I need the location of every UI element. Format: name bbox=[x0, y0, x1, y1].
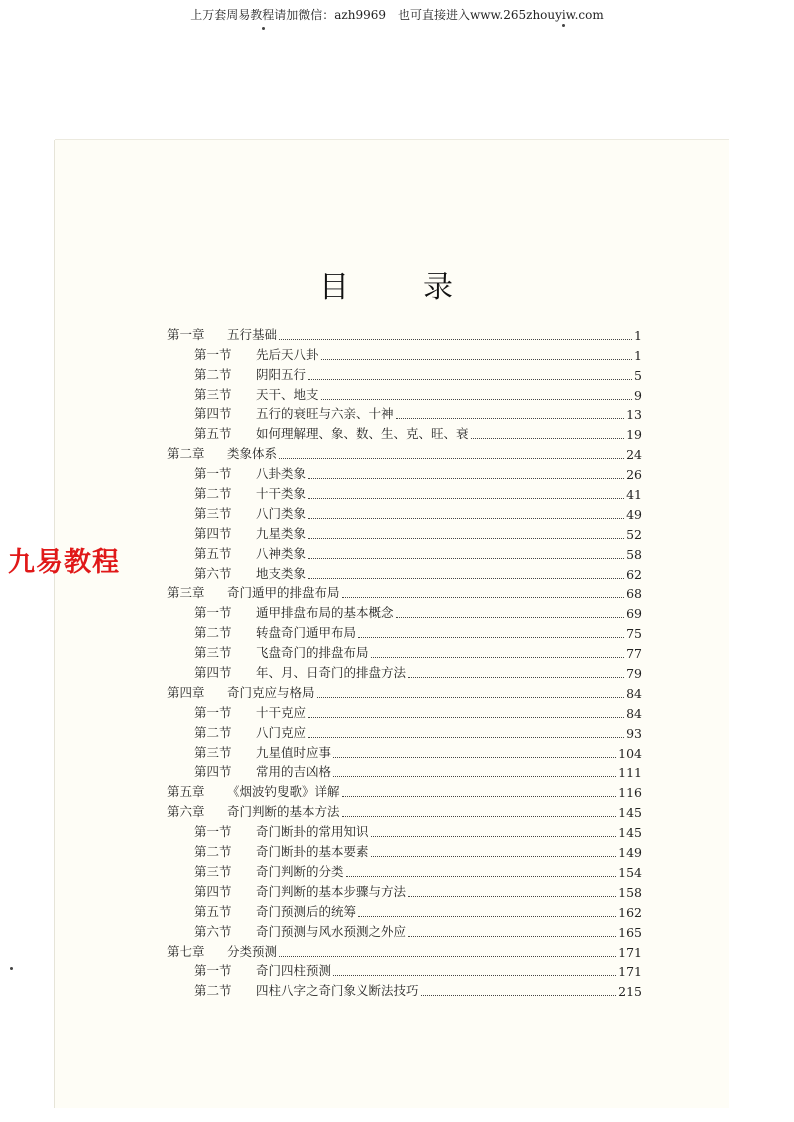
toc-title: 奇门克应与格局 bbox=[227, 684, 315, 700]
toc-chapter-row[interactable] bbox=[167, 800, 642, 820]
toc-title: 奇门断卦的基本要素 bbox=[256, 844, 369, 860]
dot-leader bbox=[408, 895, 616, 897]
dot-leader bbox=[346, 875, 617, 877]
toc-title: 如何理解理、象、数、生、克、旺、衰 bbox=[256, 426, 469, 442]
dot-leader bbox=[342, 596, 625, 598]
toc-page-number: 69 bbox=[626, 606, 642, 622]
toc-label: 第三节 bbox=[194, 863, 232, 879]
toc-page-number: 62 bbox=[626, 566, 642, 582]
toc-title: 五行基础 bbox=[227, 326, 278, 342]
page-title: 目 录 bbox=[319, 270, 475, 305]
toc-title: 先后天八卦 bbox=[256, 346, 319, 362]
toc-page-number: 165 bbox=[618, 924, 642, 940]
toc-label: 第六节 bbox=[194, 565, 232, 581]
dot-leader bbox=[279, 955, 616, 957]
toc-title: 类象体系 bbox=[227, 446, 278, 462]
toc-page-number: 116 bbox=[618, 785, 642, 801]
toc-label: 第五节 bbox=[194, 426, 232, 442]
scan-speck bbox=[562, 24, 565, 27]
table-of-contents bbox=[167, 323, 642, 999]
dot-leader bbox=[421, 994, 617, 996]
toc-label: 第四节 bbox=[194, 665, 232, 681]
toc-section-row[interactable] bbox=[167, 403, 642, 423]
toc-title: 常用的吉凶格 bbox=[256, 764, 332, 780]
toc-section-row[interactable] bbox=[167, 860, 642, 880]
toc-title: 奇门遁甲的排盘布局 bbox=[227, 585, 340, 601]
dot-leader bbox=[342, 815, 617, 817]
toc-page-number: 171 bbox=[618, 944, 642, 960]
toc-page-number: 26 bbox=[626, 467, 642, 483]
toc-section-row[interactable] bbox=[167, 820, 642, 840]
toc-label: 第三节 bbox=[194, 386, 232, 402]
toc-section-row[interactable] bbox=[167, 601, 642, 621]
dot-leader bbox=[342, 795, 617, 797]
toc-page-number: 75 bbox=[626, 626, 642, 642]
toc-title: 八门类象 bbox=[256, 505, 307, 521]
toc-title: 遁甲排盘布局的基本概念 bbox=[256, 605, 394, 621]
toc-label: 第一节 bbox=[194, 346, 232, 362]
toc-title: 年、月、日奇门的排盘方法 bbox=[256, 665, 407, 681]
dot-leader bbox=[396, 616, 625, 618]
toc-section-row[interactable] bbox=[167, 979, 642, 999]
toc-section-row[interactable] bbox=[167, 701, 642, 721]
dot-leader bbox=[308, 378, 632, 380]
toc-section-row[interactable] bbox=[167, 761, 642, 781]
toc-label: 第一节 bbox=[194, 963, 232, 979]
dot-leader bbox=[308, 577, 624, 579]
toc-title: 奇门判断的基本步骤与方法 bbox=[256, 883, 407, 899]
toc-label: 第二节 bbox=[194, 724, 232, 740]
toc-title: 八神类象 bbox=[256, 545, 307, 561]
toc-chapter-row[interactable] bbox=[167, 442, 642, 462]
dot-leader bbox=[321, 398, 633, 400]
toc-section-row[interactable] bbox=[167, 840, 642, 860]
toc-section-row[interactable] bbox=[167, 542, 642, 562]
toc-section-row[interactable] bbox=[167, 343, 642, 363]
toc-title: 奇门四柱预测 bbox=[256, 963, 332, 979]
toc-label: 第六节 bbox=[194, 923, 232, 939]
toc-label: 第四节 bbox=[194, 525, 232, 541]
dot-leader bbox=[308, 736, 624, 738]
toc-label: 第四章 bbox=[167, 684, 205, 700]
toc-title: 转盘奇门遁甲布局 bbox=[256, 625, 357, 641]
toc-section-row[interactable] bbox=[167, 960, 642, 980]
dot-leader bbox=[371, 855, 617, 857]
toc-section-row[interactable] bbox=[167, 880, 642, 900]
toc-title: 八门克应 bbox=[256, 724, 307, 740]
toc-section-row[interactable] bbox=[167, 363, 642, 383]
toc-label: 第二节 bbox=[194, 844, 232, 860]
toc-page-number: 68 bbox=[626, 586, 642, 602]
dot-leader bbox=[308, 537, 624, 539]
dot-leader bbox=[371, 835, 617, 837]
toc-label: 第三章 bbox=[167, 585, 205, 601]
toc-label: 第二节 bbox=[194, 486, 232, 502]
dot-leader bbox=[279, 338, 632, 340]
toc-section-row[interactable] bbox=[167, 422, 642, 442]
toc-title: 九星值时应事 bbox=[256, 744, 332, 760]
toc-chapter-row[interactable] bbox=[167, 940, 642, 960]
toc-page-number: 13 bbox=[626, 407, 642, 423]
toc-label: 第一节 bbox=[194, 704, 232, 720]
toc-title: 阴阳五行 bbox=[256, 366, 307, 382]
toc-page-number: 84 bbox=[626, 685, 642, 701]
toc-label: 第二节 bbox=[194, 983, 232, 999]
toc-section-row[interactable] bbox=[167, 920, 642, 940]
toc-chapter-row[interactable] bbox=[167, 582, 642, 602]
dot-leader bbox=[358, 636, 624, 638]
toc-page-number: 158 bbox=[618, 884, 642, 900]
toc-page-number: 49 bbox=[626, 506, 642, 522]
toc-title: 九星类象 bbox=[256, 525, 307, 541]
toc-title: 奇门预测后的统筹 bbox=[256, 903, 357, 919]
toc-chapter-row[interactable] bbox=[167, 323, 642, 343]
toc-title: 奇门判断的分类 bbox=[256, 863, 344, 879]
toc-section-row[interactable] bbox=[167, 502, 642, 522]
dot-leader bbox=[308, 557, 624, 559]
toc-title: 十干克应 bbox=[256, 704, 307, 720]
dot-leader bbox=[333, 974, 616, 976]
toc-section-row[interactable] bbox=[167, 462, 642, 482]
toc-label: 第四节 bbox=[194, 883, 232, 899]
toc-page-number: 41 bbox=[626, 487, 642, 503]
dot-leader bbox=[308, 497, 624, 499]
toc-section-row[interactable] bbox=[167, 482, 642, 502]
dot-leader bbox=[333, 756, 616, 758]
toc-label: 第三节 bbox=[194, 505, 232, 521]
toc-section-row[interactable] bbox=[167, 383, 642, 403]
toc-page-number: 215 bbox=[618, 984, 642, 1000]
toc-label: 第五节 bbox=[194, 903, 232, 919]
toc-section-row[interactable] bbox=[167, 721, 642, 741]
toc-section-row[interactable] bbox=[167, 522, 642, 542]
dot-leader bbox=[308, 477, 624, 479]
toc-title: 分类预测 bbox=[227, 943, 278, 959]
toc-page-number: 5 bbox=[634, 367, 642, 383]
toc-label: 第一章 bbox=[167, 326, 205, 342]
toc-label: 第二章 bbox=[167, 446, 205, 462]
toc-page-number: 149 bbox=[618, 845, 642, 861]
scan-speck bbox=[262, 27, 265, 30]
toc-page-number: 77 bbox=[626, 646, 642, 662]
toc-label: 第四节 bbox=[194, 764, 232, 780]
dot-leader bbox=[408, 935, 616, 937]
toc-page-number: 154 bbox=[618, 864, 642, 880]
toc-title: 奇门判断的基本方法 bbox=[227, 804, 340, 820]
toc-label: 第六章 bbox=[167, 804, 205, 820]
header-note: 上万套周易教程请加微信：azh9969 也可直接进入www.265zhouyiw.com bbox=[190, 8, 604, 22]
toc-title: 奇门预测与风水预测之外应 bbox=[256, 923, 407, 939]
toc-label: 第五节 bbox=[194, 545, 232, 561]
toc-title: 八卦类象 bbox=[256, 466, 307, 482]
toc-label: 第二节 bbox=[194, 625, 232, 641]
toc-label: 第三节 bbox=[194, 645, 232, 661]
toc-chapter-row[interactable] bbox=[167, 780, 642, 800]
dot-leader bbox=[371, 656, 625, 658]
toc-page-number: 162 bbox=[618, 904, 642, 920]
toc-title: 地支类象 bbox=[256, 565, 307, 581]
toc-page-number: 84 bbox=[626, 705, 642, 721]
toc-title: 飞盘奇门的排盘布局 bbox=[256, 645, 369, 661]
dot-leader bbox=[279, 457, 624, 459]
toc-section-row[interactable] bbox=[167, 900, 642, 920]
toc-title: 奇门断卦的常用知识 bbox=[256, 824, 369, 840]
toc-page-number: 24 bbox=[626, 447, 642, 463]
toc-title: 五行的衰旺与六亲、十神 bbox=[256, 406, 394, 422]
dot-leader bbox=[358, 915, 616, 917]
toc-section-row[interactable] bbox=[167, 621, 642, 641]
toc-page-number: 19 bbox=[626, 427, 642, 443]
toc-title: 四柱八字之奇门象义断法技巧 bbox=[256, 983, 419, 999]
toc-label: 第七章 bbox=[167, 943, 205, 959]
toc-title: 十干类象 bbox=[256, 486, 307, 502]
dot-leader bbox=[408, 676, 624, 678]
toc-section-row[interactable] bbox=[167, 641, 642, 661]
toc-page-number: 52 bbox=[626, 526, 642, 542]
toc-page-number: 104 bbox=[618, 745, 642, 761]
toc-page-number: 9 bbox=[634, 387, 642, 403]
dot-leader bbox=[471, 437, 625, 439]
toc-label: 第二节 bbox=[194, 366, 232, 382]
toc-label: 第三节 bbox=[194, 744, 232, 760]
toc-title: 《烟波钓叟歌》详解 bbox=[227, 784, 340, 800]
toc-chapter-row[interactable] bbox=[167, 681, 642, 701]
dot-leader bbox=[308, 517, 624, 519]
toc-page-number: 1 bbox=[634, 347, 642, 363]
watermark-logo: 九易教程 bbox=[8, 547, 120, 578]
toc-title: 天干、地支 bbox=[256, 386, 319, 402]
toc-page-number: 171 bbox=[618, 964, 642, 980]
dot-leader bbox=[317, 696, 625, 698]
toc-section-row[interactable] bbox=[167, 661, 642, 681]
toc-page-number: 79 bbox=[626, 666, 642, 682]
toc-page-number: 93 bbox=[626, 725, 642, 741]
toc-section-row[interactable] bbox=[167, 562, 642, 582]
dot-leader bbox=[396, 417, 625, 419]
toc-label: 第一节 bbox=[194, 466, 232, 482]
toc-section-row[interactable] bbox=[167, 741, 642, 761]
toc-page-number: 111 bbox=[618, 765, 642, 781]
toc-label: 第五章 bbox=[167, 784, 205, 800]
toc-label: 第四节 bbox=[194, 406, 232, 422]
toc-page-number: 1 bbox=[634, 327, 642, 343]
toc-page-number: 58 bbox=[626, 546, 642, 562]
dot-leader bbox=[308, 716, 624, 718]
toc-page-number: 145 bbox=[618, 825, 642, 841]
scan-speck bbox=[10, 967, 13, 970]
toc-label: 第一节 bbox=[194, 605, 232, 621]
dot-leader bbox=[333, 775, 616, 777]
toc-label: 第一节 bbox=[194, 824, 232, 840]
toc-page-number: 145 bbox=[618, 805, 642, 821]
dot-leader bbox=[321, 358, 633, 360]
